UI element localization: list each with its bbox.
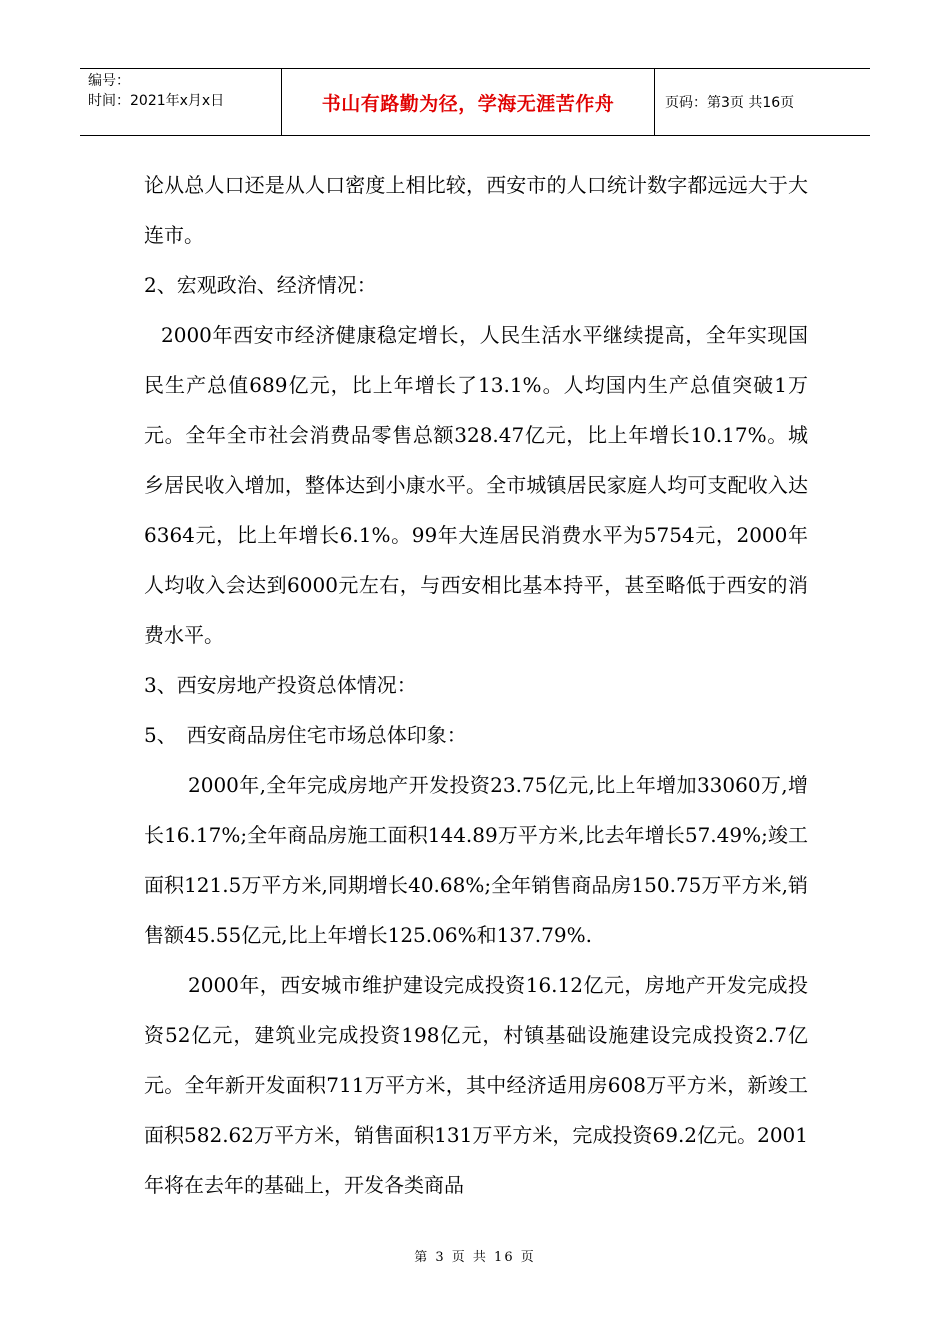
document-time-label: 时间：2021年x月x日 [88, 93, 225, 109]
section-heading-housing-market: 5、 西安商品房住宅市场总体印象： [144, 723, 467, 747]
body-paragraph-real-estate-2000: 2000年,全年完成房地产开发投资23.75亿元,比上年增加33060万,增长16.17%;全年商品房施工面积144.89万平方米,比去年增长57.49%;竣工面积121.5万平方米,同期增长40.68%;全年销售商品房150.75万平方米,销售额45.55亿元,比上年增长125.06%和137.79%. [144, 773, 808, 947]
header-motto: 书山有路勤为径，学海无涯苦作舟 [282, 69, 655, 135]
document-body [144, 160, 808, 1210]
body-paragraph-urban-construction: 2000年，西安城市维护建设完成投资16.12亿元，房地产开发完成投资52亿元，建筑业完成投资198亿元，村镇基础设施建设完成投资2.7亿元。全年新开发面积711万平方米，其中经济适用房608万平方米，新竣工面积582.62万平方米，销售面积131万平方米，完成投资69.2亿元。2001年将在去年的基础上，开发各类商品 [144, 973, 808, 1197]
header-meta-cell [80, 69, 282, 135]
header-page-number: 页码：第3页 共16页 [665, 95, 795, 111]
page-footer: 第 3 页 共 16 页 [414, 1250, 536, 1265]
section-heading-investment: 3、西安房地产投资总体情况： [144, 673, 417, 697]
section-heading-macro: 2、宏观政治、经济情况： [144, 273, 377, 297]
page-header [80, 68, 870, 136]
body-paragraph-population: 论从总人口还是从人口密度上相比较，西安市的人口统计数字都远远大于大连市。 [144, 173, 808, 247]
body-paragraph-economy: 2000年西安市经济健康稳定增长，人民生活水平继续提高，全年实现国民生产总值689亿元，比上年增长了13.1%。人均国内生产总值突破1万元。全年全市社会消费品零售总额328.47亿元，比上年增长10.17%。城乡居民收入增加，整体达到小康水平。全市城镇居民家庭人均可支配收入达6364元，比上年增长6.1%。99年大连居民消费水平为5754元，2000年人均收入会达到6000元左右，与西安相比基本持平，甚至略低于西安的消费水平。 [144, 323, 808, 647]
document-number-label: 编号： [88, 73, 130, 89]
